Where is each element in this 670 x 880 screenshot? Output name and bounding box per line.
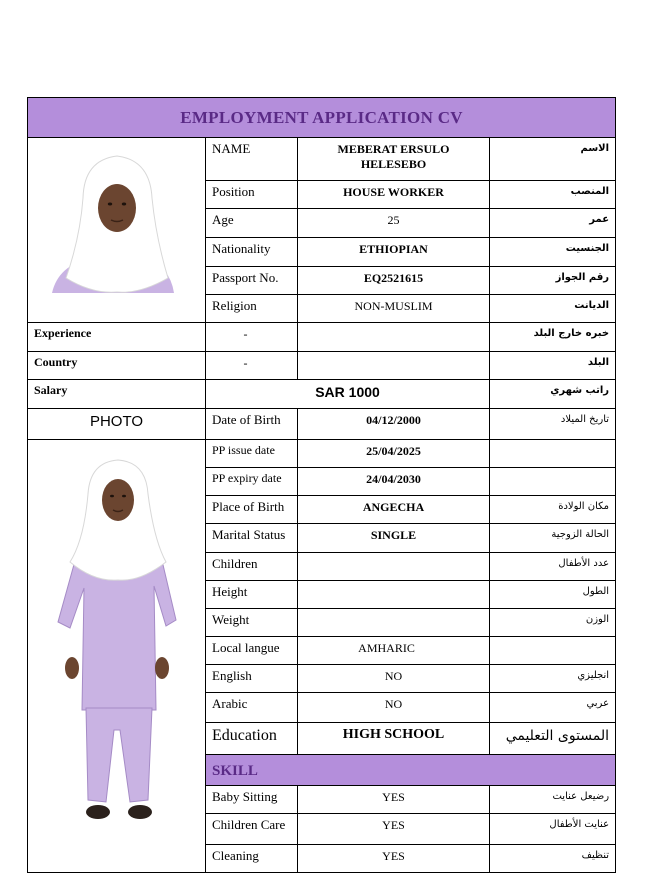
skill-cleaning-label: Cleaning bbox=[206, 844, 298, 872]
age-label: Age bbox=[206, 209, 298, 237]
name-label: NAME bbox=[206, 138, 298, 181]
skill-children-care-value: YES bbox=[298, 813, 490, 844]
passport-arabic: رقم الجواز bbox=[490, 266, 616, 294]
age-value: 25 bbox=[298, 209, 490, 237]
skill-cleaning-value: YES bbox=[298, 844, 490, 872]
headshot-illustration bbox=[28, 138, 206, 322]
local-language-value: AMHARIC bbox=[298, 636, 490, 664]
arabic-value: NO bbox=[298, 693, 490, 723]
marital-value: SINGLE bbox=[298, 524, 490, 552]
children-value bbox=[298, 552, 490, 580]
weight-arabic: الوزن bbox=[490, 608, 616, 636]
education-label: Education bbox=[206, 723, 298, 755]
country-label: Country bbox=[28, 352, 206, 380]
name-arabic: الاسم bbox=[490, 138, 616, 181]
experience-arabic: خبره خارج البلد bbox=[490, 323, 616, 352]
dob-label: Date of Birth bbox=[206, 409, 298, 440]
country-arabic: البلد bbox=[490, 352, 616, 380]
english-label: English bbox=[206, 665, 298, 693]
marital-arabic: الحالة الزوجية bbox=[490, 524, 616, 552]
pp-expiry-label: PP expiry date bbox=[206, 468, 298, 496]
salary-label: Salary bbox=[28, 380, 206, 409]
religion-arabic: الديانت bbox=[490, 294, 616, 322]
experience-value: - bbox=[206, 323, 298, 352]
arabic-label: Arabic bbox=[206, 693, 298, 723]
marital-label: Marital Status bbox=[206, 524, 298, 552]
education-value: HIGH SCHOOL bbox=[298, 723, 490, 755]
position-value: HOUSE WORKER bbox=[298, 181, 490, 209]
cv-title: EMPLOYMENT APPLICATION CV bbox=[28, 98, 616, 138]
height-label: Height bbox=[206, 580, 298, 608]
education-arabic: المستوى التعليمي bbox=[490, 723, 616, 755]
religion-label: Religion bbox=[206, 294, 298, 322]
experience-label: Experience bbox=[28, 323, 206, 352]
english-arabic: انجليزي bbox=[490, 665, 616, 693]
pp-issue-label: PP issue date bbox=[206, 440, 298, 468]
skill-header: SKILL bbox=[206, 755, 616, 785]
name-value: MEBERAT ERSULO HELESEBO bbox=[298, 138, 490, 181]
weight-label: Weight bbox=[206, 608, 298, 636]
cv-table bbox=[27, 97, 616, 873]
skill-baby-sitting-label: Baby Sitting bbox=[206, 785, 298, 813]
nationality-value: ETHIOPIAN bbox=[298, 237, 490, 266]
full-body-illustration bbox=[28, 440, 206, 872]
religion-value: NON-MUSLIM bbox=[298, 294, 490, 322]
birthplace-value: ANGECHA bbox=[298, 496, 490, 524]
children-arabic: عدد الأطفال bbox=[490, 552, 616, 580]
local-language-arabic bbox=[490, 636, 616, 664]
country-empty bbox=[298, 352, 490, 380]
passport-value: EQ2521615 bbox=[298, 266, 490, 294]
skill-baby-sitting-value: YES bbox=[298, 785, 490, 813]
dob-value: 04/12/2000 bbox=[298, 409, 490, 440]
country-value: - bbox=[206, 352, 298, 380]
local-language-label: Local langue bbox=[206, 636, 298, 664]
salary-arabic: راتب شهري bbox=[490, 380, 616, 409]
weight-value bbox=[298, 608, 490, 636]
children-label: Children bbox=[206, 552, 298, 580]
full-body-photo bbox=[28, 440, 206, 873]
passport-label: Passport No. bbox=[206, 266, 298, 294]
birthplace-label: Place of Birth bbox=[206, 496, 298, 524]
pp-issue-arabic bbox=[490, 440, 616, 468]
english-value: NO bbox=[298, 665, 490, 693]
position-label: Position bbox=[206, 181, 298, 209]
arabic-arabic: عربي bbox=[490, 693, 616, 723]
headshot-photo bbox=[28, 138, 206, 323]
skill-children-care-label: Children Care bbox=[206, 813, 298, 844]
skill-cleaning-arabic: تنظيف bbox=[490, 844, 616, 872]
pp-expiry-value: 24/04/2030 bbox=[298, 468, 490, 496]
age-arabic: عمر bbox=[490, 209, 616, 237]
dob-arabic: تاريخ الميلاد bbox=[490, 409, 616, 440]
pp-issue-value: 25/04/2025 bbox=[298, 440, 490, 468]
salary-value: SAR 1000 bbox=[206, 380, 490, 409]
nationality-arabic: الجنسيت bbox=[490, 237, 616, 266]
position-arabic: المنصب bbox=[490, 181, 616, 209]
birthplace-arabic: مكان الولادة bbox=[490, 496, 616, 524]
nationality-label: Nationality bbox=[206, 237, 298, 266]
skill-children-care-arabic: عنايت الأطفال bbox=[490, 813, 616, 844]
pp-expiry-arabic bbox=[490, 468, 616, 496]
experience-empty bbox=[298, 323, 490, 352]
height-value bbox=[298, 580, 490, 608]
skill-baby-sitting-arabic: رضيعل عنايت bbox=[490, 785, 616, 813]
photo-label: PHOTO bbox=[28, 409, 206, 440]
height-arabic: الطول bbox=[490, 580, 616, 608]
